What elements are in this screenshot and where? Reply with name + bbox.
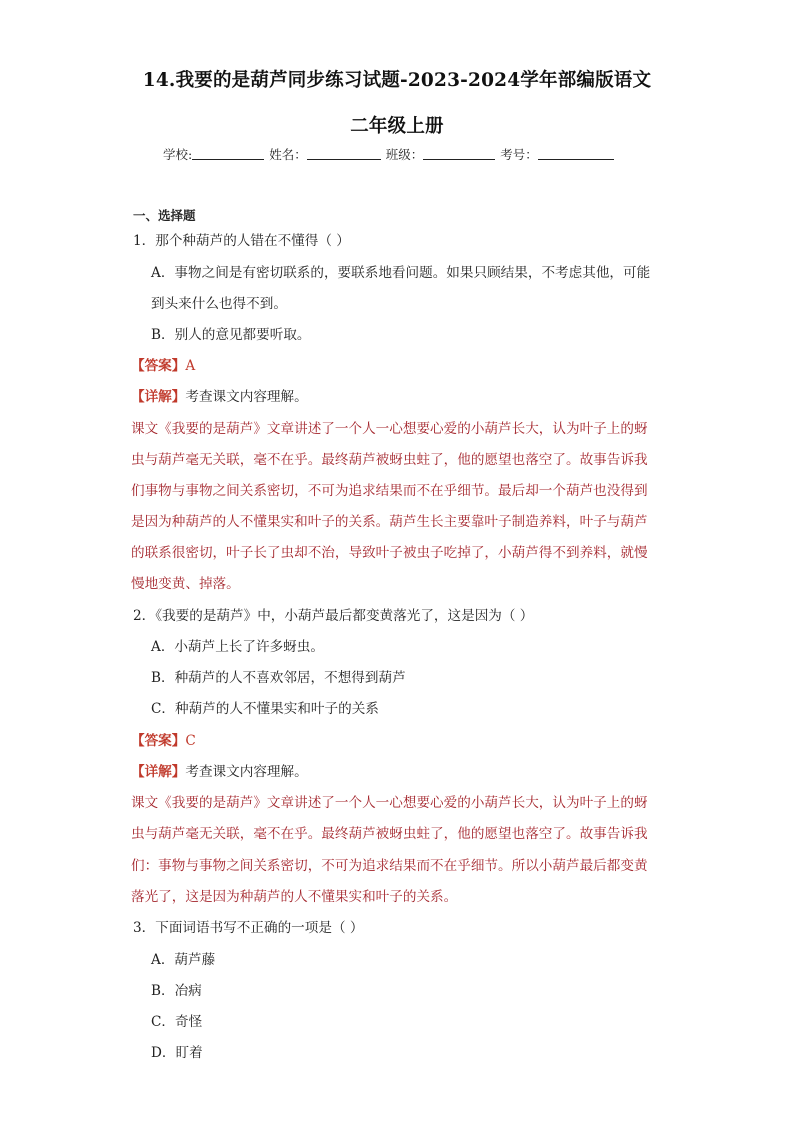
question-1-option-b: B．别人的意见都要听取。 xyxy=(151,327,311,343)
question-1-explanation-line: 们事物与事物之间关系密切，不可为追求结果而不在乎细节。最后却一个葫芦也没得到 xyxy=(131,483,648,499)
question-2-answer xyxy=(131,731,196,751)
answer-value: C xyxy=(185,733,196,749)
question-2-detail xyxy=(131,762,308,782)
question-1-explanation-line: 慢地变黄、掉落。 xyxy=(131,576,240,592)
question-2-explanation-line: 课文《我要的是葫芦》文章讲述了一个人一心想要心爱的小葫芦长大，认为叶子上的蚜 xyxy=(131,795,648,811)
question-2-option-c: C．种葫芦的人不懂果实和叶子的关系 xyxy=(151,701,379,717)
question-2-explanation-line: 们：事物与事物之间关系密切，不可为追求结果而不在乎细节。所以小葫芦最后都变黄 xyxy=(131,858,648,874)
question-1-explanation-line: 是因为种葫芦的人不懂果实和叶子的关系。葫芦生长主要靠叶子制造养料，叶子与葫芦 xyxy=(131,514,648,530)
question-1-explanation-line: 的联系很密切，叶子长了虫却不治，导致叶子被虫子吃掉了，小葫芦得不到养料，就慢 xyxy=(131,545,648,561)
class-label: 班级： xyxy=(385,147,424,162)
question-2-option-b: B．种葫芦的人不喜欢邻居，不想得到葫芦 xyxy=(151,670,406,686)
school-label: 学校: xyxy=(163,147,193,162)
answer-value: A xyxy=(185,358,196,374)
question-2-stem: 2．《我要的是葫芦》中，小葫芦最后都变黄落光了，这是因为（ ） xyxy=(133,608,534,624)
student-info-row xyxy=(163,145,615,163)
exam-number-blank xyxy=(538,147,614,160)
answer-tag: 【答案】 xyxy=(131,733,186,749)
question-2-explanation-line: 虫与葫芦毫无关联，毫不在乎。最终葫芦被蚜虫蛀了，他的愿望也落空了。故事告诉我 xyxy=(131,826,648,842)
name-blank xyxy=(307,147,381,160)
question-1-answer xyxy=(131,356,195,376)
name-label: 姓名： xyxy=(269,147,307,162)
question-1-explanation-line: 虫与葫芦毫无关联，毫不在乎。最终葫芦被蚜虫蛀了，他的愿望也落空了。故事告诉我 xyxy=(131,452,648,468)
question-3-stem: 3．下面词语书写不正确的一项是（ ） xyxy=(133,920,364,936)
question-1-option-a: A．事物之间是有密切联系的，要联系地看问题。如果只顾结果，不考虑其他，可能 xyxy=(151,265,651,281)
question-3-option-a: A．葫芦藤 xyxy=(151,952,216,968)
document-title-line-2: 二年级上册 xyxy=(350,116,444,137)
question-2-option-a: A．小葫芦上长了许多蚜虫。 xyxy=(151,639,324,655)
school-blank xyxy=(192,147,264,160)
question-1-detail xyxy=(131,387,308,407)
answer-tag: 【答案】 xyxy=(131,358,186,374)
question-1-stem: 1．那个种葫芦的人错在不懂得（ ） xyxy=(133,233,350,249)
detail-intro: 考查课文内容理解。 xyxy=(185,389,308,405)
question-2-explanation-line: 落光了，这是因为种葫芦的人不懂果实和叶子的关系。 xyxy=(131,889,458,905)
question-1-option-a-continued: 到头来什么也得不到。 xyxy=(151,296,287,312)
question-3-option-c: C．奇怪 xyxy=(151,1014,203,1030)
question-3-option-d: D．盯着 xyxy=(151,1045,203,1061)
detail-tag: 【详解】 xyxy=(131,764,186,780)
question-1-explanation-line: 课文《我要的是葫芦》文章讲述了一个人一心想要心爱的小葫芦长大，认为叶子上的蚜 xyxy=(131,421,648,437)
question-3-option-b: B．冶病 xyxy=(151,983,202,999)
document-title-line-1: 14.我要的是葫芦同步练习试题-2023-2024学年部编版语文 xyxy=(142,70,652,91)
class-blank xyxy=(423,147,495,160)
detail-tag: 【详解】 xyxy=(131,389,186,405)
section-heading: 一、选择题 xyxy=(133,208,196,223)
detail-intro: 考查课文内容理解。 xyxy=(185,764,308,780)
exam-number-label: 考号： xyxy=(500,147,538,162)
